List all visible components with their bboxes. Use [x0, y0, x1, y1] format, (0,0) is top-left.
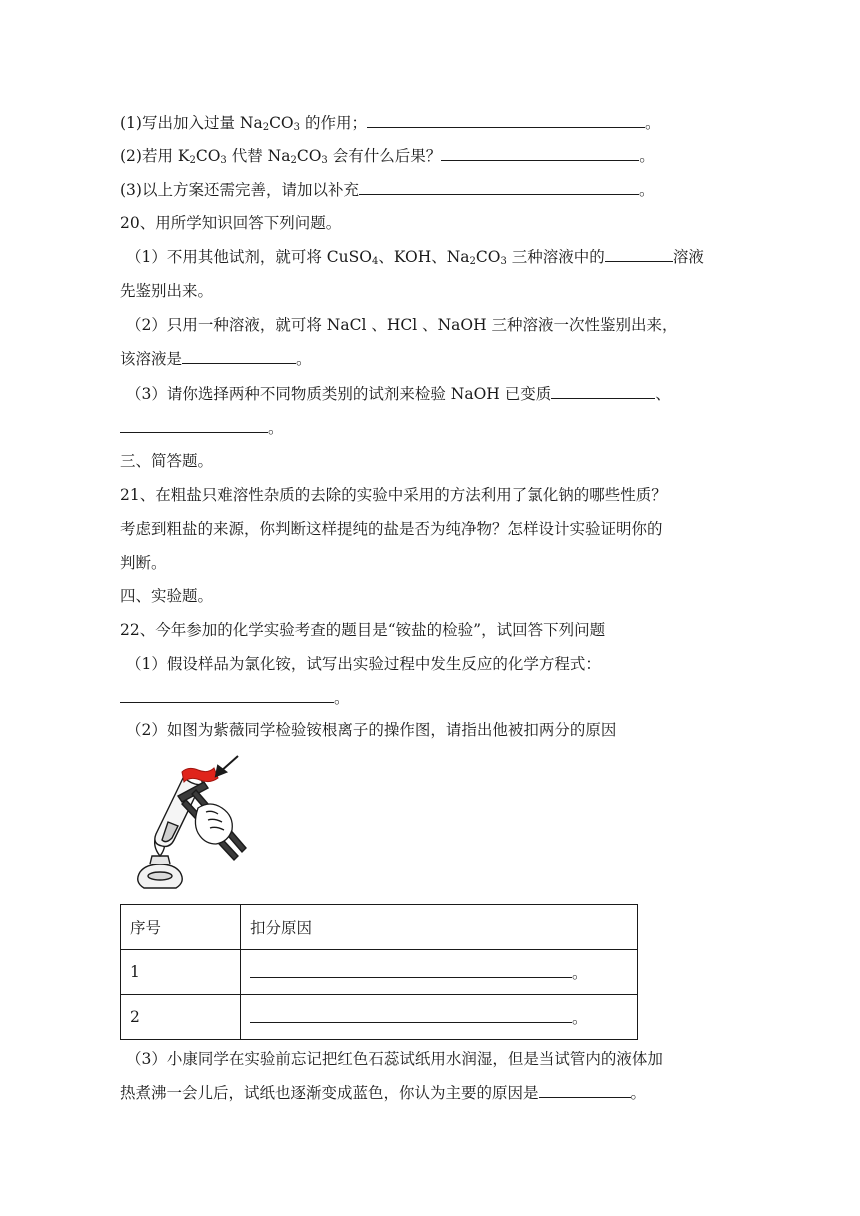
- answer-blank[interactable]: [605, 247, 673, 262]
- row-number: 1: [121, 950, 241, 995]
- q20-title: 20、用所学知识回答下列问题。: [120, 214, 342, 232]
- answer-blank[interactable]: [294, 1008, 572, 1023]
- answer-blank[interactable]: [192, 418, 268, 433]
- q20-sub2-cont: 该溶液是 。: [120, 350, 312, 368]
- answer-blank[interactable]: [182, 349, 244, 364]
- q21-line: 判断。: [120, 554, 167, 572]
- q19-part1: (1)写出加入过量 $Na_2CO_3$ 的作用； 。: [120, 114, 661, 133]
- test-tube-icon: [155, 771, 204, 846]
- q20-sub1-cont: 先鉴别出来。: [120, 282, 214, 300]
- answer-blank[interactable]: [294, 963, 572, 978]
- section-title: 四、实验题。: [120, 587, 214, 605]
- answer-blank[interactable]: [399, 180, 639, 195]
- answer-blank[interactable]: [619, 384, 655, 399]
- row-number: 2: [121, 995, 241, 1040]
- table-header-cell: 扣分原因: [241, 905, 638, 950]
- arrow-icon: [216, 756, 238, 776]
- hand-icon: [195, 804, 232, 844]
- answer-blank[interactable]: [441, 146, 483, 161]
- answer-blank[interactable]: [551, 384, 619, 399]
- q22-title: 22、今年参加的化学实验考查的题目是“铵盐的检验”，试回答下列问题: [120, 621, 606, 639]
- q21-line: 考虑到粗盐的来源，你判断这样提纯的盐是否为纯净物？怎样设计实验证明你的: [120, 520, 663, 538]
- q20-sub3-cont: 。: [120, 418, 284, 438]
- q19-part3-text: (3)以上方案还需完善，请加以补充: [120, 181, 359, 199]
- deduction-table: [120, 904, 638, 1040]
- answer-blank[interactable]: [162, 688, 334, 703]
- q21-line: 21、在粗盐只难溶性杂质的去除的实验中采用的方法利用了氯化钠的哪些性质？: [120, 486, 667, 504]
- q19-part3: (3)以上方案还需完善，请加以补充 。: [120, 181, 655, 199]
- q19-part1-text: (1)写出加入过量 Na: [120, 114, 263, 132]
- q22-sub2: （2）如图为紫薇同学检验铵根离子的操作图，请指出他被扣两分的原因: [126, 721, 617, 739]
- answer-blank[interactable]: [250, 1008, 294, 1023]
- answer-blank[interactable]: [359, 180, 399, 195]
- answer-cell: 。: [241, 950, 638, 995]
- litmus-paper-icon: [182, 768, 218, 782]
- answer-blank[interactable]: [483, 146, 639, 161]
- table-row: [121, 950, 638, 995]
- q22-sub3: （3）小康同学在实验前忘记把红色石蕊试纸用水润湿，但是当试管内的液体加: [126, 1050, 663, 1068]
- answer-blank[interactable]: [413, 113, 645, 128]
- q22-sub3-cont: 热煮沸一会儿后，试纸也逐渐变成蓝色，你认为主要的原因是 。: [120, 1084, 647, 1102]
- answer-blank[interactable]: [120, 688, 162, 703]
- section-title: 三、简答题。: [120, 452, 214, 470]
- q22-sub1-cont: 。: [120, 688, 350, 708]
- q20-sub3: （3）请你选择两种不同物质类别的试剂来检验 NaOH 已变质 、: [126, 385, 671, 403]
- experiment-figure: [126, 752, 276, 894]
- answer-blank[interactable]: [120, 418, 192, 433]
- table-header-row: [121, 905, 638, 950]
- q20-sub1: （1）不用其他试剂，就可将 CuSO$_4$、KOH、$Na_2CO_3$ 三种溶液中的 溶液: [126, 248, 704, 267]
- q20-sub2: （2）只用一种溶液，就可将 NaCl 、HCl 、NaOH 三种溶液一次性鉴别出来，: [126, 316, 678, 334]
- answer-blank[interactable]: [250, 963, 294, 978]
- answer-blank[interactable]: [581, 1083, 631, 1098]
- table-row: [121, 995, 638, 1040]
- q19-part2: (2)若用 $K_2CO_3$ 代替 $Na_2CO_3$ 会有什么后果？ 。: [120, 147, 655, 166]
- answer-blank[interactable]: [539, 1083, 581, 1098]
- q19-part2-text: (2)若用 K: [120, 147, 190, 165]
- answer-cell: 。: [241, 995, 638, 1040]
- answer-blank[interactable]: [367, 113, 413, 128]
- q22-sub1: （1）假设样品为氯化铵，试写出实验过程中发生反应的化学方程式：: [126, 655, 601, 673]
- table-header-cell: 序号: [121, 905, 241, 950]
- answer-blank[interactable]: [244, 349, 296, 364]
